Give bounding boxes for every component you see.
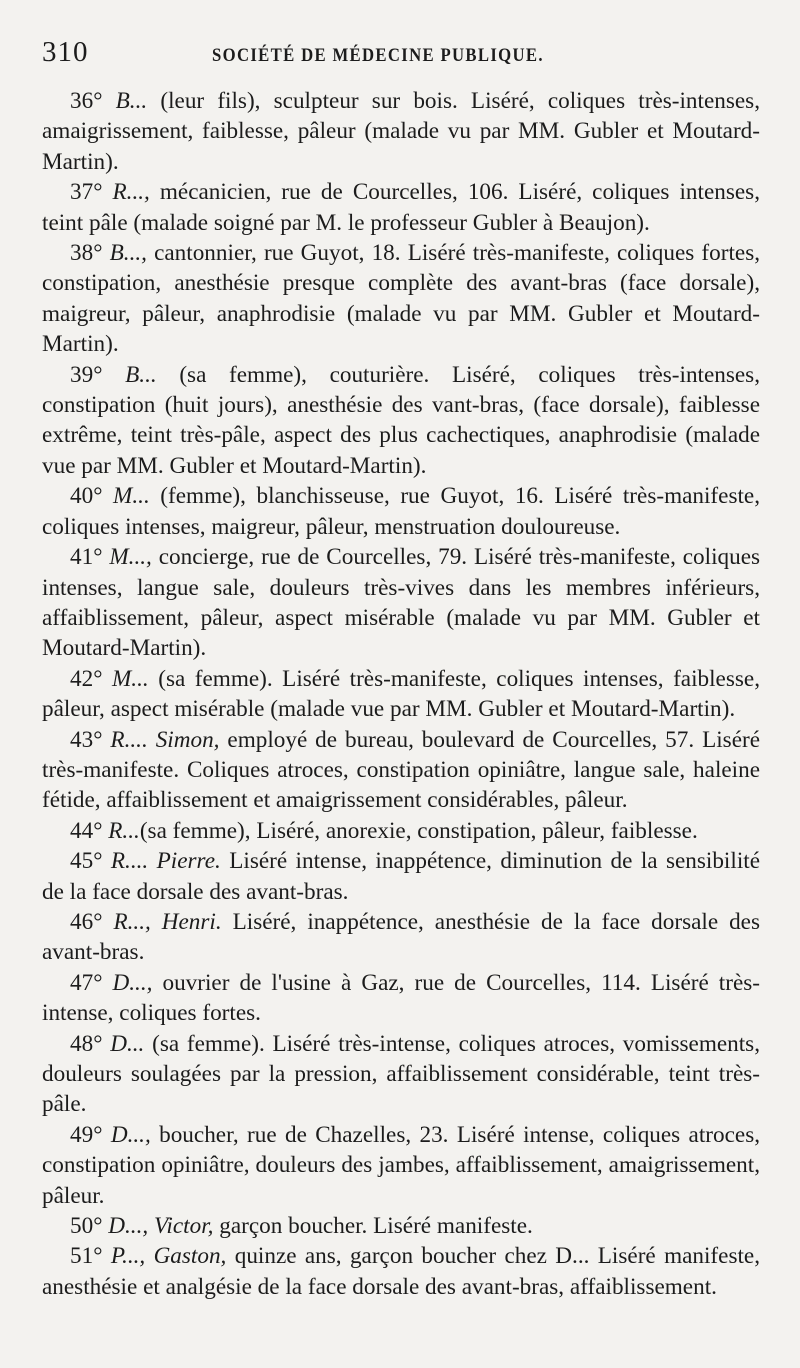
case-number: 38° <box>70 240 103 267</box>
case-number: 41° <box>70 544 103 571</box>
case-name: M... <box>113 483 150 510</box>
case-entry <box>42 542 760 664</box>
case-entry <box>42 1029 760 1120</box>
case-number: 51° <box>70 1243 103 1270</box>
case-number: 37° <box>70 179 103 206</box>
case-name: R... <box>108 817 140 844</box>
case-entry <box>42 1211 760 1241</box>
case-description: garçon boucher. Liséré manifeste. <box>213 1213 533 1240</box>
case-number: 36° <box>70 88 103 114</box>
case-description: (sa femme), Liséré, anorexie, constipation, pâleur, faiblesse. <box>139 817 698 844</box>
case-description: mécanicien, rue de Courcelles, 106. Liséré, coliques intenses, teint pâle (malade soigné par M. le professeur Gubler à Beaujon). <box>42 179 760 236</box>
case-description: (sa femme). Liséré très-manifeste, coliques intenses, faiblesse, pâleur, aspect misérable (malade vue par MM. Gubler et Moutard-Martin). <box>42 665 760 723</box>
case-number: 42° <box>70 665 103 692</box>
case-name: P..., Gaston, <box>110 1243 227 1270</box>
case-description: (femme), blanchisseuse, rue Guyot, 16. Liséré très-manifeste, coliques intenses, maigreur, pâleur, menstruation douloureuse. <box>42 483 760 540</box>
case-number: 50° <box>70 1213 103 1240</box>
case-description: quinze ans, garçon boucher chez D... Liséré manifeste, anesthésie et analgésie de la face dorsale des avant-bras, affaiblissement. <box>42 1243 760 1300</box>
case-name: R.... Pierre. <box>110 848 221 875</box>
case-name: B... <box>115 88 148 114</box>
case-name: D..., Victor, <box>108 1213 214 1240</box>
case-description: Liséré intense, inappétence, diminution de la sensibilité de la face dorsale des avant-bras. <box>42 848 760 905</box>
case-name: M..., <box>109 544 152 571</box>
case-entry <box>42 725 760 816</box>
case-description: ouvrier de l'usine à Gaz, rue de Courcelles, 114. Liséré très-intense, coliques fortes. <box>42 969 760 1027</box>
case-entry <box>42 481 760 542</box>
case-entry <box>42 360 760 482</box>
case-entry <box>42 86 760 177</box>
case-description: (sa femme), couturière. Liséré, coliques très-intenses, constipation (huit jours), anesthésie des vant-bras, (face dorsale), faiblesse extrême, teint très-pâle, aspect des plus cachectiques, anaphrodisie (malade vue par MM. Gubler et Moutard-Martin). <box>42 361 761 479</box>
case-name: R..., Henri. <box>113 908 222 935</box>
case-name: M... <box>111 665 149 692</box>
case-number: 39° <box>70 361 103 388</box>
case-description: (sa femme). Liséré très-intense, coliques atroces, vomissements, douleurs soulagées par la pression, affaiblissement considérable, teint très-pâle. <box>42 1030 761 1118</box>
case-description: boucher, rue de Chazelles, 23. Liséré intense, coliques atroces, constipation opiniâtre, douleurs des jambes, affaiblissement, amaigrissement, pâleur. <box>42 1121 761 1209</box>
case-number: 47° <box>70 969 103 996</box>
page-number: 310 <box>42 36 89 68</box>
case-number: 43° <box>70 726 103 753</box>
case-name: D..., <box>112 969 153 996</box>
case-entry <box>42 968 760 1029</box>
case-description: concierge, rue de Courcelles, 79. Liséré très-manifeste, coliques intenses, langue sale, douleurs très-vives dans les membres inférieurs, affaiblissement, pâleur, aspect misérable (malade vu par MM. Gubler et Moutard-Martin). <box>42 544 761 662</box>
case-entry <box>42 1241 760 1302</box>
case-entry <box>42 238 760 360</box>
case-description: (leur fils), sculpteur sur bois. Liséré, coliques très-intenses, amaigrissement, faiblesse, pâleur (malade vu par MM. Gubler et Moutard-Martin). <box>42 88 760 175</box>
case-name: B... <box>125 361 157 388</box>
case-number: 48° <box>70 1030 103 1057</box>
case-entry <box>42 177 760 238</box>
case-entry <box>42 846 760 907</box>
case-name: R.... Simon, <box>110 726 220 753</box>
case-name: D..., <box>110 1121 151 1148</box>
case-entry <box>42 907 760 968</box>
case-entry <box>42 1120 760 1211</box>
case-number: 44° <box>70 817 103 844</box>
case-name: D... <box>110 1030 145 1057</box>
case-description: cantonnier, rue Guyot, 18. Liséré très-manifeste, coliques fortes, constipation, anesthésie presque complète des avant-bras (face dorsale), maigreur, pâleur, anaphrodisie (malade vu par MM. Gubler et Moutard-Martin). <box>42 240 761 358</box>
page-header <box>42 36 760 76</box>
case-name: B..., <box>109 240 147 267</box>
case-list <box>42 86 760 1302</box>
case-entry <box>42 816 760 846</box>
case-number: 40° <box>70 483 103 510</box>
case-number: 49° <box>70 1121 103 1148</box>
case-number: 46° <box>70 908 103 935</box>
running-head: SOCIÉTÉ DE MÉDECINE PUBLIQUE. <box>212 45 544 66</box>
case-description: employé de bureau, boulevard de Courcelles, 57. Liséré très-manifeste. Coliques atroces, constipation opiniâtre, langue sale, haleine fétide, affaiblissement et amaigrissement considérables, pâleur. <box>42 726 761 814</box>
case-description: Liséré, inappétence, anesthésie de la face dorsale des avant-bras. <box>42 908 760 966</box>
case-name: R..., <box>112 179 150 206</box>
case-number: 45° <box>70 848 103 875</box>
case-entry <box>42 664 760 725</box>
